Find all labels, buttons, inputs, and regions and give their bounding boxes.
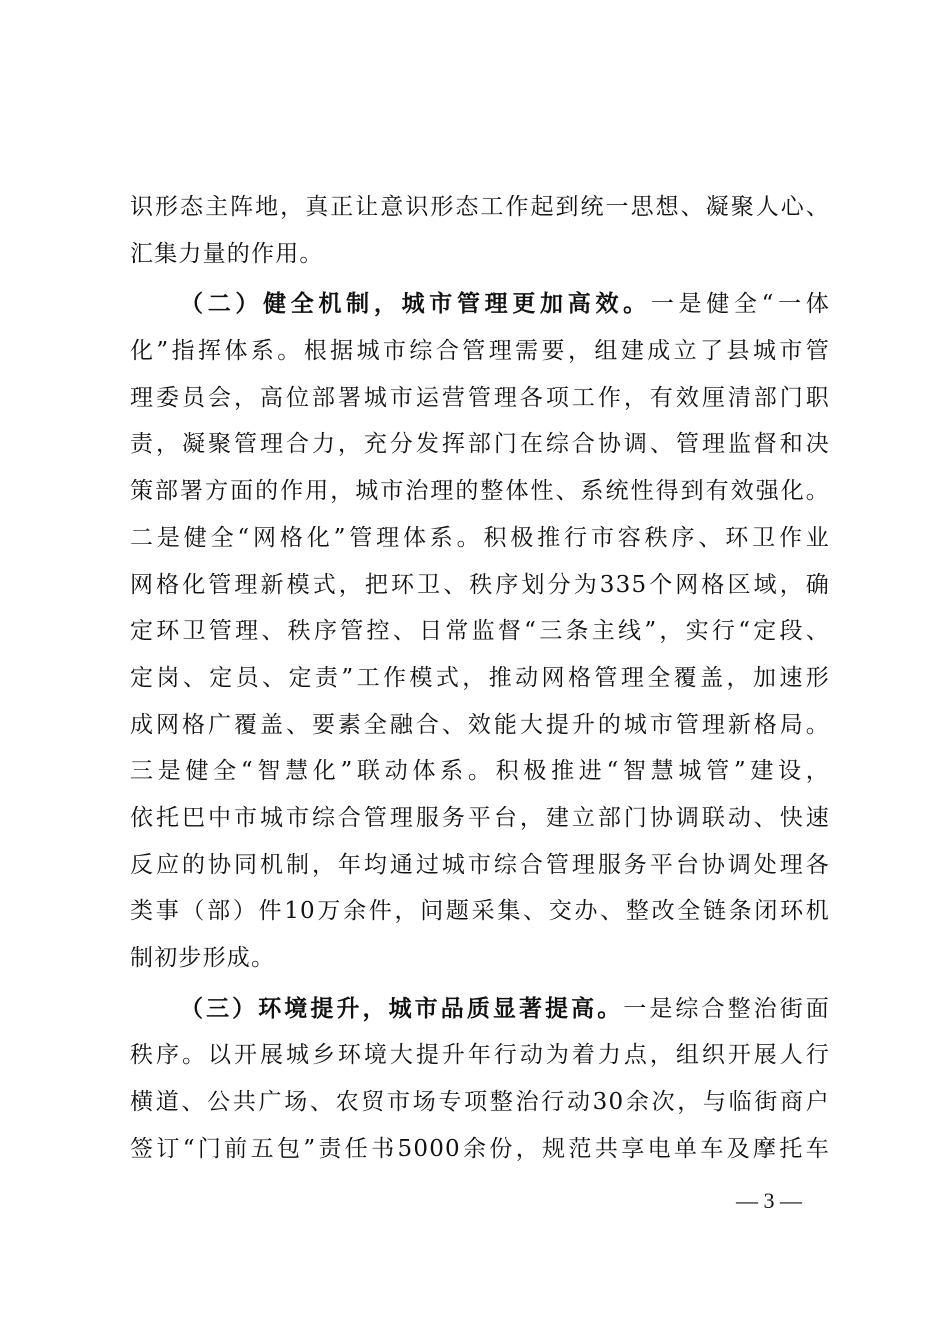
text-line: 责，凝聚管理合力，充分发挥部门在综合协调、管理监督和决	[130, 431, 830, 458]
text-line: 依托巴中市城市综合管理服务平台，建立部门协调联动、快速	[130, 804, 830, 831]
text-line: 二是健全“网格化”管理体系。积极推行市容秩序、环卫作业	[130, 524, 830, 551]
text-line: 反应的协同机制，年均通过城市综合管理服务平台协调处理各	[130, 851, 830, 878]
text-line: 制初步形成。	[130, 945, 276, 971]
body-text	[130, 184, 830, 1172]
text-line: 化”指挥体系。根据城市综合管理需要，组建成立了县城市管	[130, 338, 830, 365]
text-line: 三是健全“智慧化”联动体系。积极推进“智慧城管”建设，	[130, 758, 830, 785]
text-line: 识形态主阵地，真正让意识形态工作起到统一思想、凝聚人心、	[130, 194, 830, 220]
text-line: 秩序。以开展城乡环境大提升年行动为着力点，组织开展人行	[130, 1042, 830, 1069]
page-number: — 3 —	[736, 1188, 802, 1213]
section-heading: （二）健全机制，城市管理更加高效。	[180, 290, 651, 318]
text-line: 成网格广覆盖、要素全融合、效能大提升的城市管理新格局。	[130, 711, 830, 738]
text-line: 定岗、定员、定责”工作模式，推动网格管理全覆盖，加速形	[130, 664, 830, 691]
section-heading-line	[130, 281, 830, 328]
section-heading: （三）环境提升，城市品质显著提高。	[180, 994, 624, 1022]
text-line: 签订“门前五包”责任书5000余份，规范共享电单车及摩托车	[130, 1135, 830, 1162]
text-line: 定环卫管理、秩序管控、日常监督“三条主线”，实行“定段、	[130, 618, 830, 645]
text-run: 一是综合整治街面	[623, 995, 830, 1022]
text-line: 策部署方面的作用，城市治理的整体性、系统性得到有效强化。	[130, 478, 830, 505]
text-line: 汇集力量的作用。	[130, 240, 324, 267]
text-line: 理委员会，高位部署城市运营管理各项工作，有效厘清部门职	[130, 384, 830, 411]
section-heading-line	[130, 986, 830, 1033]
text-line: 类事（部）件10万余件，问题采集、交办、整改全链条闭环机	[130, 898, 830, 925]
text-run: 一是健全“一体	[650, 291, 830, 318]
text-line: 横道、公共广场、农贸市场专项整治行动30余次，与临街商户	[130, 1089, 830, 1116]
text-line: 网格化管理新模式，把环卫、秩序划分为335个网格区域，确	[130, 571, 830, 598]
